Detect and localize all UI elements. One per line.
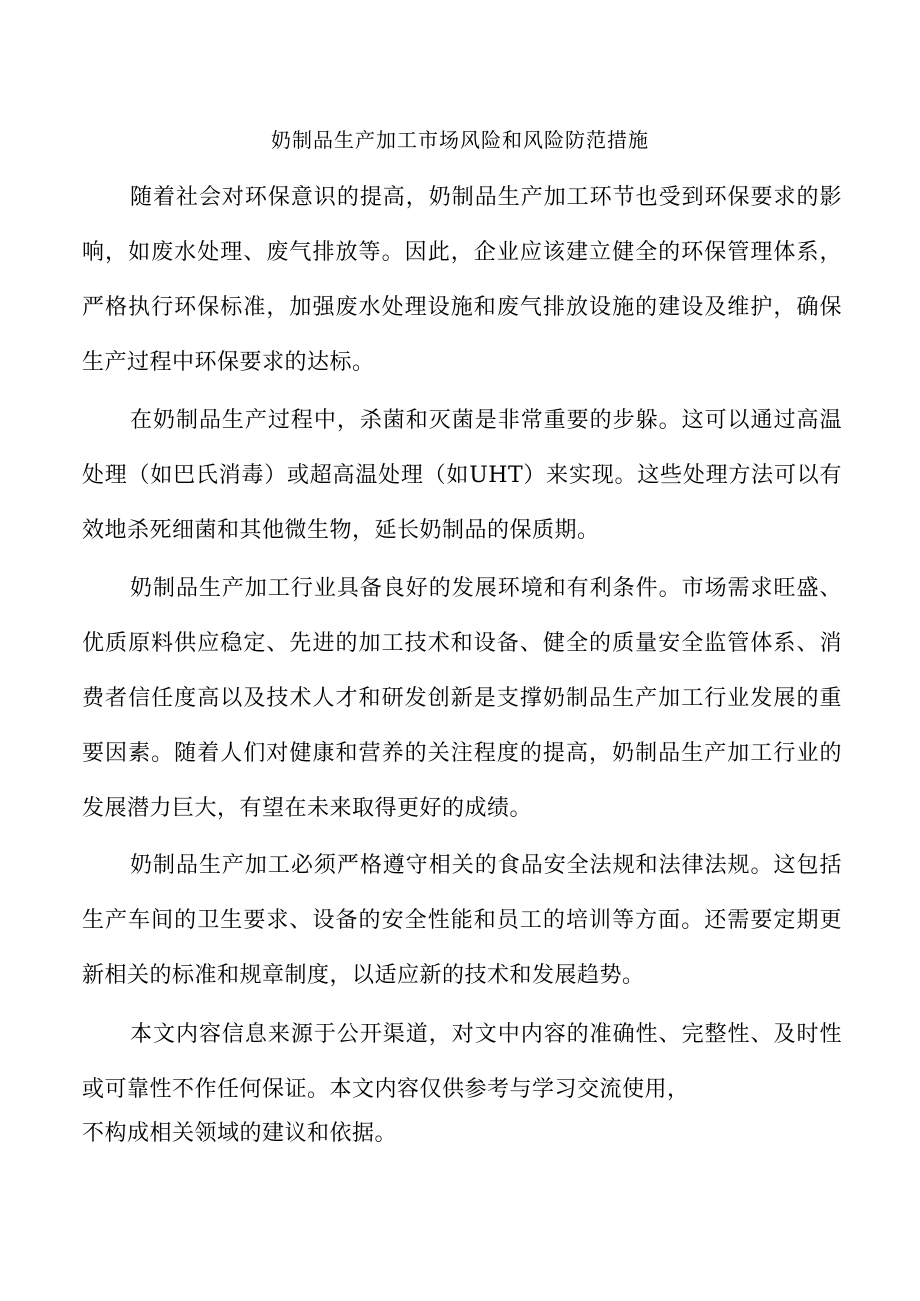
paragraph-sterilization: 在奶制品生产过程中，杀菌和灭菌是非常重要的步躲。这可以通过高温处理（如巴氏消毒）或超高温处理（如UHT）来实现。这些处理方法可以有效地杀死细菌和其他微生物，延长奶制品的保质期。 [82, 408, 842, 543]
paragraph-disclaimer: 本文内容信息来源于公开渠道，对文中内容的准确性、完整性、及时性或可靠性不作任何保证。本文内容仅供参考与学习交流使用， [82, 1022, 842, 1102]
paragraph-industry-outlook: 奶制品生产加工行业具备良好的发展环境和有利条件。市场需求旺盛、优质原料供应稳定、先进的加工技术和设备、健全的质量安全监管体系、消费者信任度高以及技术人才和研发创新是支撑奶制品生产加工行业发展的重要因素。随着人们对健康和营养的关注程度的提高，奶制品生产加工行业的发展潜力巨大，有望在未来取得更好的成绩。 [82, 576, 842, 821]
disclaimer-tail-line: 不构成相关领域的建议和依据。 [82, 1121, 398, 1146]
paragraph-environmental: 随着社会对环保意识的提高，奶制品生产加工环节也受到环保要求的影响，如废水处理、废气排放等。因此，企业应该建立健全的环保管理体系，严格执行环保标准，加强废水处理设施和废气排放设施的建设及维护，确保生产过程中环保要求的达标。 [82, 185, 842, 375]
document-title: 奶制品生产加工市场风险和风险防范措施 [271, 128, 649, 152]
paragraph-food-safety: 奶制品生产加工必须严格遵守相关的食品安全法规和法律法规。这包括生产车间的卫生要求、设备的安全性能和员工的培训等方面。还需要定期更新相关的标准和规章制度，以适应新的技术和发展趋势。 [82, 853, 842, 988]
